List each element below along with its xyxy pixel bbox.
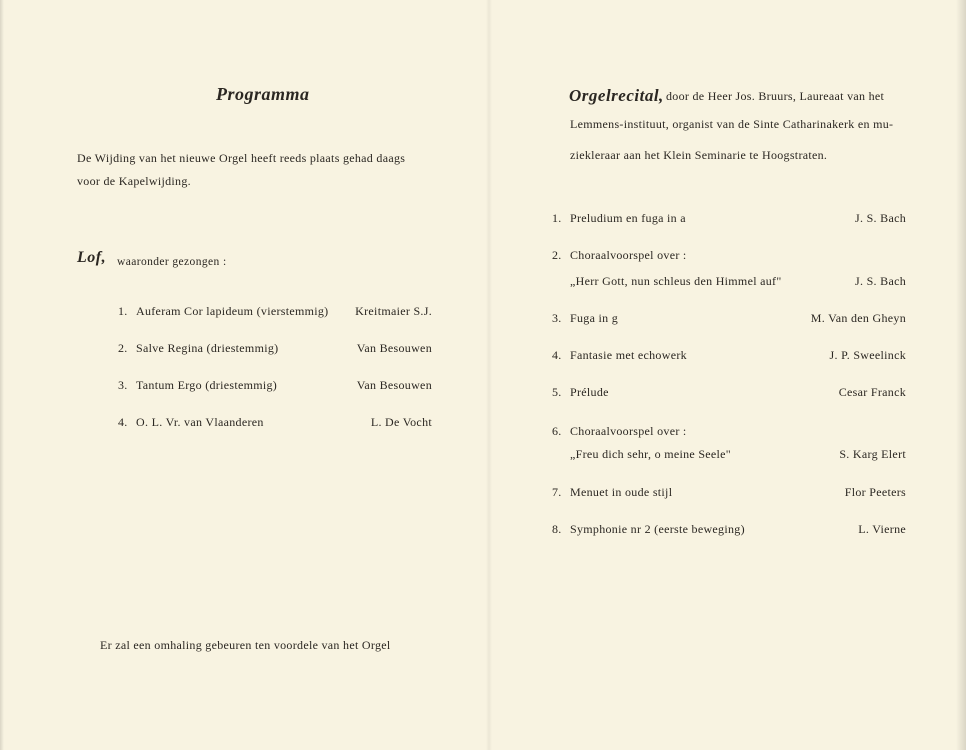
right-item-2-subtitle: „Herr Gott, nun schleus den Himmel auf" (570, 274, 782, 288)
right-intro-line-2: Lemmens-instituut, organist van de Sinte Catharinakerk en mu- (570, 117, 894, 131)
right-item-3-composer: M. Van den Gheyn (810, 311, 906, 325)
right-item-4-number: 4. (552, 348, 562, 362)
left-item-2-title: Salve Regina (driestemmig) (136, 341, 279, 355)
right-intro-line-3: ziekleraar aan het Klein Seminarie te Hoogstraten. (570, 148, 828, 162)
left-item-2-number: 2. (118, 341, 128, 355)
right-item-5-title: Prélude (570, 385, 609, 399)
right-item-2-composer: J. S. Bach (855, 274, 906, 288)
left-intro-line-1: De Wijding van het nieuwe Orgel heeft reeds plaats gehad daags (77, 151, 406, 165)
right-item-2-title: Choraalvoorspel over : (570, 248, 687, 262)
left-item-3-number: 3. (118, 378, 128, 392)
right-item-4-title: Fantasie met echowerk (570, 348, 687, 362)
lof-subtitle: waaronder gezongen : (117, 256, 227, 268)
right-page-title: Orgelrecital, (569, 86, 664, 105)
right-item-3-title: Fuga in g (570, 311, 619, 325)
left-item-3-title: Tantum Ergo (driestemmig) (136, 378, 278, 392)
right-edge-shadow (956, 0, 966, 750)
left-item-4-title: O. L. Vr. van Vlaanderen (136, 415, 264, 429)
right-item-5-composer: Cesar Franck (838, 385, 906, 399)
left-item-4-composer: L. De Vocht (370, 415, 432, 429)
right-item-1-title: Preludium en fuga in a (570, 211, 686, 225)
right-item-6-composer: S. Karg Elert (839, 447, 906, 461)
right-item-6-number: 6. (552, 424, 562, 438)
right-item-6-title: Choraalvoorspel over : (570, 424, 687, 438)
right-item-3-number: 3. (552, 311, 562, 325)
left-edge-shadow (0, 0, 4, 750)
right-item-7-composer: Flor Peeters (844, 485, 906, 499)
left-item-4-number: 4. (118, 415, 128, 429)
left-page-title: Programma (216, 84, 310, 104)
left-item-1-title: Auferam Cor lapideum (vierstemmig) (136, 304, 329, 318)
right-item-1-composer: J. S. Bach (855, 211, 906, 225)
left-item-2-composer: Van Besouwen (356, 341, 432, 355)
right-item-8-number: 8. (552, 522, 562, 536)
right-item-7-title: Menuet in oude stijl (570, 485, 673, 499)
left-item-1-number: 1. (118, 304, 128, 318)
left-intro-line-2: voor de Kapelwijding. (77, 174, 191, 188)
right-item-4-composer: J. P. Sweelinck (829, 348, 906, 362)
right-item-2-number: 2. (552, 248, 562, 262)
right-item-8-title: Symphonie nr 2 (eerste beweging) (570, 522, 745, 536)
left-item-1-composer: Kreitmaier S.J. (355, 304, 432, 318)
right-item-6-subtitle: „Freu dich sehr, o meine Seele" (570, 447, 731, 461)
right-item-7-number: 7. (552, 485, 562, 499)
left-item-3-composer: Van Besouwen (356, 378, 432, 392)
page-fold (486, 0, 492, 750)
left-footer-note: Er zal een omhaling gebeuren ten voordele van het Orgel (100, 638, 391, 652)
right-item-1-number: 1. (552, 211, 562, 225)
right-item-8-composer: L. Vierne (858, 522, 906, 536)
right-item-5-number: 5. (552, 385, 562, 399)
lof-title: Lof, (77, 249, 107, 266)
right-intro-line-1: door de Heer Jos. Bruurs, Laureaat van het (666, 89, 885, 103)
